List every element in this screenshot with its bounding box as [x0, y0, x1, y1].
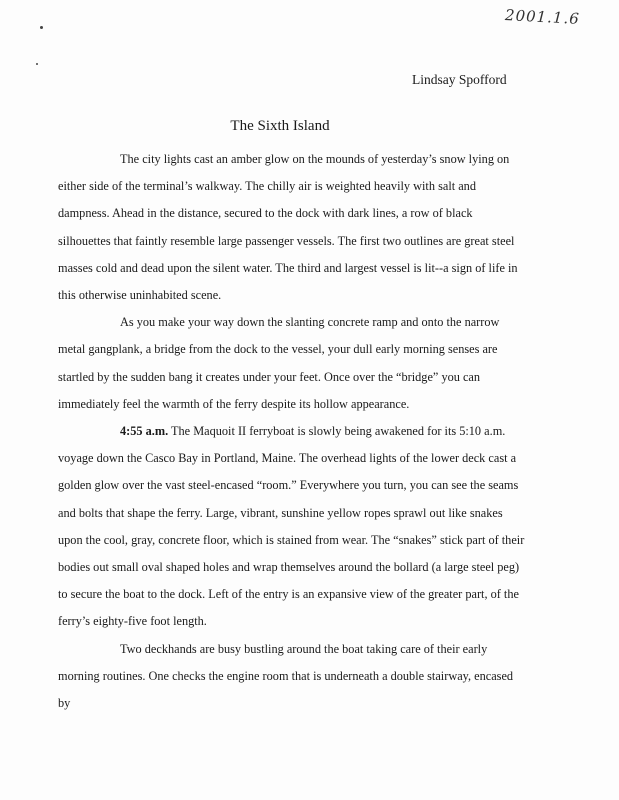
essay-title: The Sixth Island [230, 118, 330, 134]
paragraph-1 [58, 146, 528, 309]
scan-speck [40, 26, 43, 29]
author-name: Lindsay Spofford [412, 72, 507, 87]
paragraph-3 [58, 418, 528, 636]
paragraph-text: As you make your way down the slanting concrete ramp and onto the narrow metal gangplank, a bridge from the dock to the vessel, your dull early morning senses are startled by the sudden bang it creates under your feet. Once over the “bridge” you can immediately feel the warmth of the ferry despite its hollow appearance. [58, 315, 500, 411]
essay-body [58, 146, 528, 717]
paragraph-text: The city lights cast an amber glow on the mounds of yesterday’s snow lying on either side of the terminal’s walkway. The chilly air is weighted heavily with salt and dampness. Ahead in the distance, secured to the dock with dark lines, a row of black silhouettes that faintly resemble large passenger vessels. The first two outlines are great steel masses cold and dead upon the silent water. The third and largest vessel is lit--a sign of life in this otherwise uninhabited scene. [58, 152, 518, 303]
paragraph-text: The Maquoit II ferryboat is slowly being awakened for its 5:10 a.m. voyage down the Casco Bay in Portland, Maine. The overhead lights of the lower deck cast a golden glow over the vast steel-encased “room.” Everywhere you turn, you can see the seams and bolts that shape the ferry. Large, vibrant, sunshine yellow ropes sprawl out like snakes upon the cool, gray, concrete floor, which is stained from wear. The “snakes” stick part of their bodies out small oval shaped holes and wrap themselves around the bollard (a large steel peg) to secure the boat to the dock. Left of the entry is an expansive view of the greater part, of the ferry’s eighty-five foot length. [58, 424, 525, 629]
paragraph-2 [58, 309, 528, 418]
timestamp-lead: 4:55 a.m. [120, 424, 169, 439]
scan-speck [36, 63, 38, 65]
paragraph-4 [58, 636, 528, 718]
paragraph-text: Two deckhands are busy bustling around the boat taking care of their early morning routines. One checks the engine room that is underneath a double stairway, encased by [58, 641, 514, 711]
handwritten-date-note: 2001.1.6 [504, 6, 581, 28]
